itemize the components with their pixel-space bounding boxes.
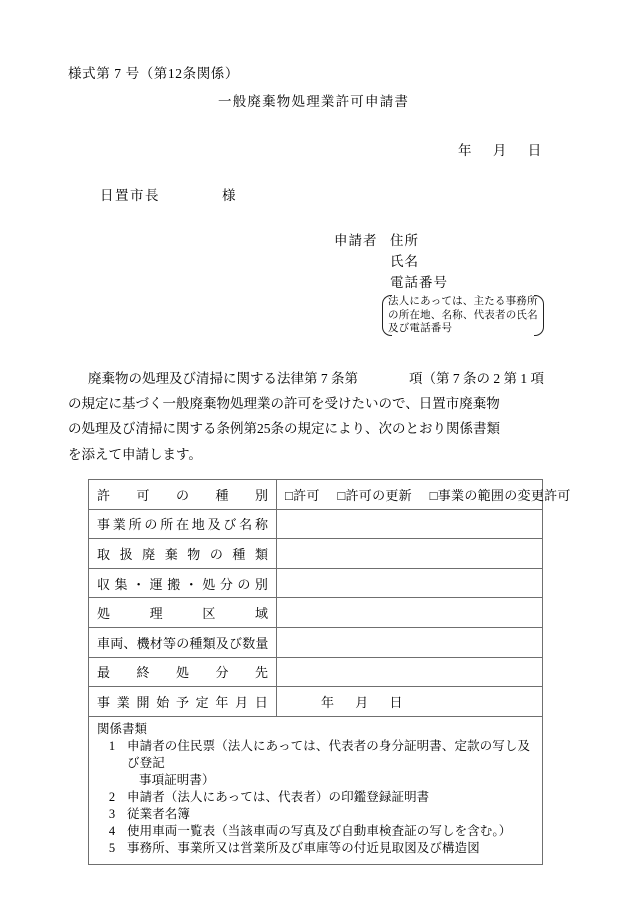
table-row	[89, 568, 543, 598]
row-value-waste-type[interactable]	[277, 539, 543, 569]
attachments-cell	[89, 716, 543, 864]
note-line-2: の所在地、名称、代表者の氏名	[388, 309, 538, 321]
row-value-office-location-name[interactable]	[277, 509, 543, 539]
row-label-processing-area	[89, 598, 277, 628]
row-label-collection-transport-disposal	[89, 568, 277, 598]
table-row	[89, 539, 543, 569]
start-date-month-label: 月	[355, 694, 369, 710]
checkbox-icon[interactable]: □	[285, 487, 294, 503]
table-row	[89, 627, 543, 657]
body-line-3: の処理及び清掃に関する条例第25条の規定により、次のとおり関係書類	[68, 421, 500, 437]
checkbox-label: 許可	[293, 487, 320, 503]
attachments-title: 関係書類	[97, 721, 148, 736]
checkbox-icon[interactable]: □	[337, 487, 346, 503]
applicant-block	[334, 230, 448, 293]
checkbox-icon[interactable]: □	[429, 487, 438, 503]
submission-date-line	[458, 139, 541, 159]
item-number: 3	[108, 806, 116, 821]
label-text: 事 業 所 の 所 在 地 及 び 名 称	[97, 517, 268, 533]
date-month-label: 月	[492, 143, 507, 158]
item-text: 申請者（法人にあっては、代表者）の印鑑登録証明書	[127, 789, 430, 804]
label-text: 最 終 処 分 先	[97, 665, 268, 681]
row-value-collection-transport-disposal[interactable]	[277, 568, 543, 598]
applicant-phone-row	[334, 272, 448, 293]
list-item	[97, 738, 534, 789]
row-value-vehicles-equipment[interactable]	[277, 627, 543, 657]
label-text: 許 可 の 種 別	[97, 487, 268, 503]
checkbox-permit-renewal[interactable]	[337, 488, 412, 503]
item-text-continuation: 事項証明書）	[139, 772, 215, 787]
attachments-list	[97, 738, 534, 857]
row-value-final-disposal-site[interactable]	[277, 657, 543, 687]
item-text: 申請者の住民票（法人にあっては、代表者の身分証明書、定款の写し及び登記 事項証明書）	[127, 738, 534, 789]
row-label-office-location-name	[89, 509, 277, 539]
document-title: 一般廃棄物処理業許可申請書	[218, 94, 410, 109]
addressee-honorific: 様	[222, 188, 236, 203]
body-line-4: を添えて申請します。	[68, 446, 202, 462]
application-table-body	[89, 480, 571, 865]
checkbox-scope-change[interactable]	[430, 488, 571, 503]
applicant-name-label: 氏名	[390, 254, 419, 269]
body-paragraph	[68, 366, 544, 467]
table-row	[89, 509, 543, 539]
applicant-name-row	[334, 251, 448, 272]
item-number: 5	[108, 840, 116, 855]
table-row	[89, 657, 543, 687]
list-item	[97, 806, 534, 823]
row-label-permit-type	[89, 480, 277, 510]
permit-type-checkbox-group	[285, 488, 571, 503]
label-text: 処 理 区 域	[97, 606, 268, 622]
form-number: 様式第 7 号（第12条関係）	[68, 66, 239, 81]
business-start-date-fields	[285, 695, 403, 710]
note-left-brace-icon	[380, 294, 387, 337]
body-line-2: の規定に基づく一般廃棄物処理業の許可を受けたいので、日置市廃棄物	[68, 396, 500, 412]
item-number: 4	[108, 823, 116, 838]
row-value-processing-area[interactable]	[277, 598, 543, 628]
list-item	[97, 840, 534, 857]
row-value-business-start-date[interactable]	[277, 687, 543, 717]
note-right-brace-icon	[539, 294, 546, 337]
applicant-address-row	[334, 230, 448, 251]
body-line-1	[68, 366, 544, 391]
table-row	[89, 687, 543, 717]
row-label-final-disposal-site	[89, 657, 277, 687]
item-number: 2	[108, 789, 116, 804]
application-table	[88, 479, 571, 865]
checkbox-permit[interactable]	[285, 488, 320, 503]
body-line-1b: 項（第 7 条の 2 第 1 項	[409, 371, 544, 386]
label-text: 取 扱 廃 棄 物 の 種 類	[97, 546, 268, 562]
row-label-business-start-date	[89, 687, 277, 717]
applicant-label: 申請者	[334, 233, 378, 248]
row-label-vehicles-equipment	[89, 627, 277, 657]
checkbox-label: 事業の範囲の変更許可	[437, 487, 571, 503]
addressee	[100, 184, 236, 204]
item-number: 1	[108, 738, 116, 753]
checkbox-label: 許可の更新	[345, 487, 412, 503]
start-date-day-label: 日	[389, 694, 403, 710]
start-date-year-label: 年	[321, 694, 335, 710]
label-text: 車両、機材等の種類及び数量	[97, 635, 269, 651]
addressee-name: 日置市長	[100, 188, 160, 203]
label-text: 事 業 開 始 予 定 年 月 日	[97, 694, 268, 710]
table-row	[89, 480, 543, 510]
body-line-1a: 廃棄物の処理及び清掃に関する法律第 7 条第	[88, 371, 358, 386]
applicant-address-label: 住所	[390, 233, 419, 248]
row-label-waste-type	[89, 539, 277, 569]
item-text: 使用車両一覧表（当該車両の写真及び自動車検査証の写しを含む。）	[127, 823, 512, 838]
item-text: 従業者名簿	[127, 806, 191, 821]
list-item	[97, 823, 534, 840]
date-year-label: 年	[458, 143, 472, 158]
corporate-note-text	[387, 294, 539, 337]
attachments-row	[89, 716, 543, 864]
applicant-phone-label: 電話番号	[390, 275, 448, 290]
note-line-1: 法人にあっては、主たる事務所	[388, 296, 538, 307]
row-value-permit-type[interactable]	[277, 480, 571, 510]
note-line-3: 及び電話番号	[388, 323, 453, 335]
label-text: 収 集 ・ 運 搬 ・ 処 分 の 別	[97, 576, 268, 592]
list-item	[97, 789, 534, 806]
date-day-label: 日	[527, 143, 542, 158]
item-text: 事務所、事業所又は営業所及び車庫等の付近見取図及び構造図	[127, 840, 480, 855]
table-row	[89, 598, 543, 628]
corporate-note	[380, 294, 546, 337]
